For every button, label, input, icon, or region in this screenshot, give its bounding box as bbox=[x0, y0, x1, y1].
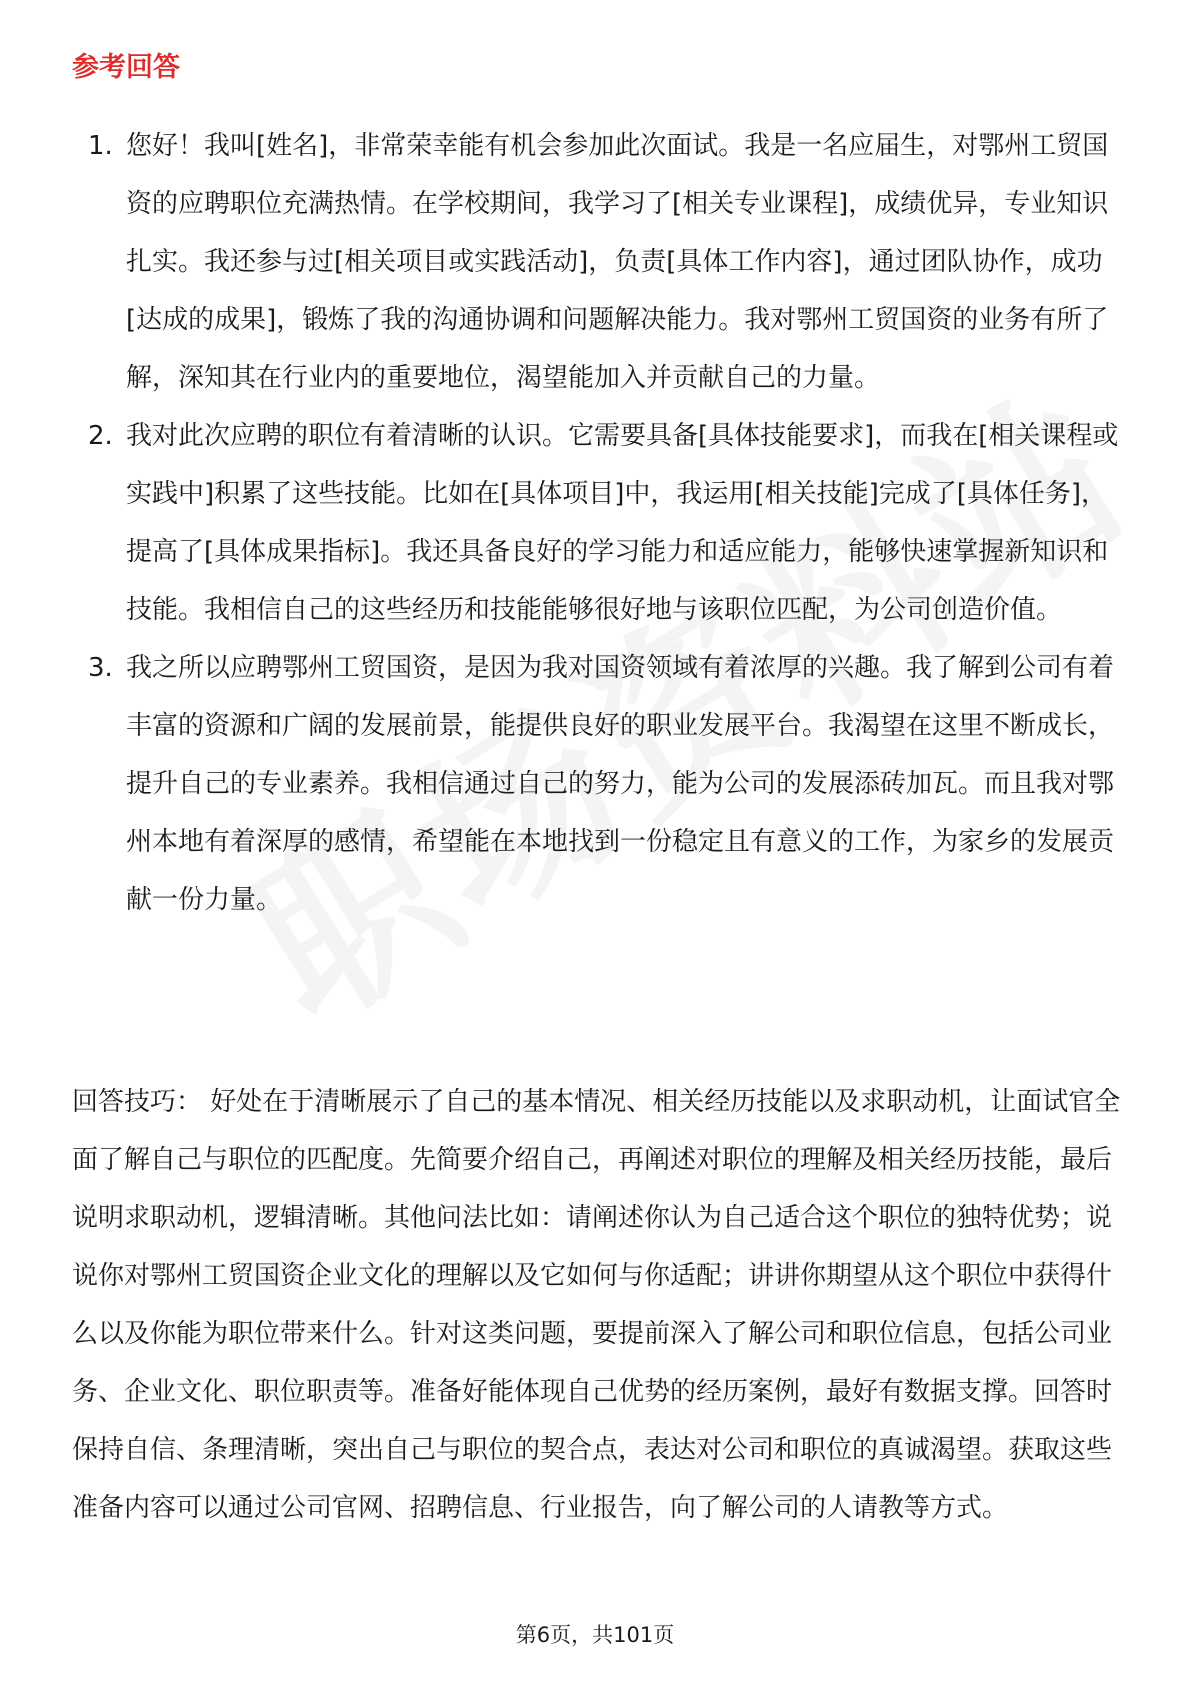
answer-number: 2. bbox=[88, 421, 113, 451]
answer-tips: 回答技巧： 好处在于清晰展示了自己的基本情况、相关经历技能以及求职动机，让面试官全面了解自己与职位的匹配度。先简要介绍自己，再阐述对职位的理解及相关经历技能，最后说明求职动机，逻辑清晰。其他问法比如：请阐述你认为自己适合这个职位的独特优势；说说你对鄂州工贸国资企业文化的理解以及它如何与你适配；讲讲你期望从这个职位中获得什么以及你能为职位带来什么。针对这类问题，要提前深入了解公司和职位信息，包括公司业务、企业文化、职位职责等。准备好能体现自己优势的经历案例，最好有数据支撑。回答时保持自信、条理清晰，突出自己与职位的契合点，表达对公司和职位的真诚渴望。获取这些准备内容可以通过公司官网、招聘信息、行业报告，向了解公司的人请教等方式。 bbox=[72, 1087, 1121, 1523]
answer-number: 1. bbox=[88, 131, 113, 161]
answer-list bbox=[72, 117, 1122, 929]
answer-text: 您好！我叫[姓名]，非常荣幸能有机会参加此次面试。我是一名应届生，对鄂州工贸国资的应聘职位充满热情。在学校期间，我学习了[相关专业课程]，成绩优异，专业知识扎实。我还参与过[相关项目或实践活动]，负责[具体工作内容]，通过团队协作，成功[达成的成果]，锻炼了我的沟通协调和问题解决能力。我对鄂州工贸国资的业务有所了解，深知其在行业内的重要地位，渴望能加入并贡献自己的力量。 bbox=[126, 131, 1109, 393]
answer-number: 3. bbox=[88, 653, 113, 683]
answer-text: 我对此次应聘的职位有着清晰的认识。它需要具备[具体技能要求]，而我在[相关课程或实践中]积累了这些技能。比如在[具体项目]中，我运用[相关技能]完成了[具体任务]，提高了[具体成果指标]。我还具备良好的学习能力和适应能力，能够快速掌握新知识和技能。我相信自己的这些经历和技能能够很好地与该职位匹配，为公司创造价值。 bbox=[126, 421, 1119, 625]
page-number: 第6页，共101页 bbox=[515, 1623, 675, 1647]
section-title: 参考回答 bbox=[72, 52, 180, 83]
answer-item-3 bbox=[72, 639, 1122, 929]
answer-item-1 bbox=[72, 117, 1122, 407]
answer-text: 我之所以应聘鄂州工贸国资，是因为我对国资领域有着浓厚的兴趣。我了解到公司有着丰富的资源和广阔的发展前景，能提供良好的职业发展平台。我渴望在这里不断成长，提升自己的专业素养。我相信通过自己的努力，能为公司的发展添砖加瓦。而且我对鄂州本地有着深厚的感情，希望能在本地找到一份稳定且有意义的工作，为家乡的发展贡献一份力量。 bbox=[126, 653, 1115, 915]
answer-item-2 bbox=[72, 407, 1122, 639]
